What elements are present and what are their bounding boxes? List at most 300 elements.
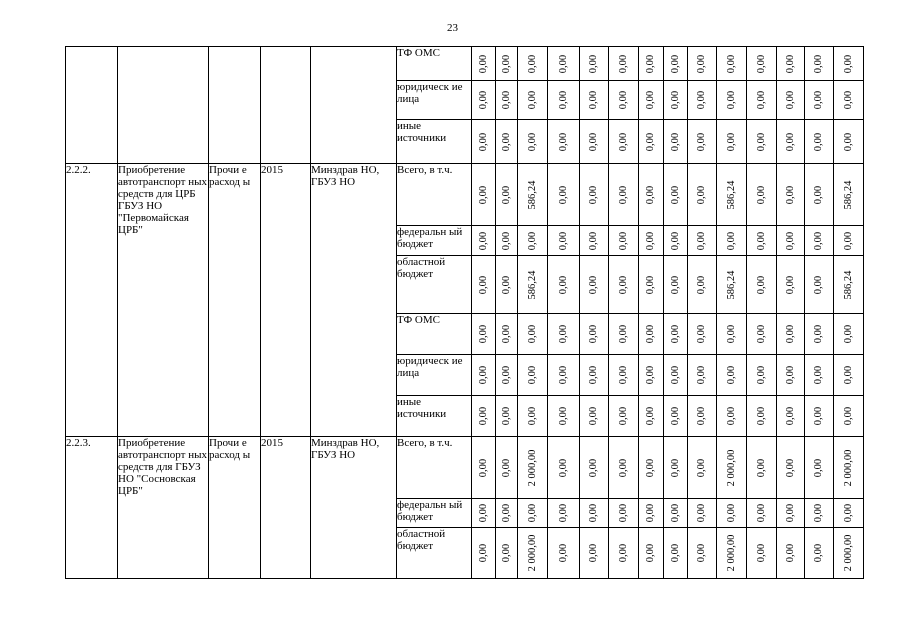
value-text: 0,00 xyxy=(500,185,512,204)
value-cell xyxy=(717,120,747,164)
value-text: 0,00 xyxy=(725,231,737,250)
value-text: 586,24 xyxy=(526,180,538,209)
value-text: 0,00 xyxy=(557,458,569,477)
table-row xyxy=(66,437,864,499)
value-text: 0,00 xyxy=(588,275,599,294)
value-cell xyxy=(777,437,805,499)
value-text: 0,00 xyxy=(557,231,569,250)
value-text: 0,00 xyxy=(696,185,707,204)
value-cell xyxy=(496,164,518,226)
value-cell xyxy=(548,81,580,120)
value-cell xyxy=(548,437,580,499)
value-text: 0,00 xyxy=(813,543,824,563)
source-label: федеральн ый бюджет xyxy=(397,499,472,528)
item-name: Приобретение автотранспорт ных средств для ЦРБ ГБУЗ НО "Первомайская ЦРБ" xyxy=(118,164,209,437)
value-text: 0,00 xyxy=(617,324,629,344)
value-text: 0,00 xyxy=(813,275,824,294)
value-cell xyxy=(747,226,777,256)
value-text: 0,00 xyxy=(588,365,599,385)
value-cell xyxy=(472,256,496,314)
value-text: 0,00 xyxy=(842,54,854,73)
source-label: областной бюджет xyxy=(397,528,472,579)
value-cell xyxy=(834,47,864,81)
value-cell xyxy=(664,437,688,499)
value-text: 0,00 xyxy=(725,54,737,73)
value-text: 0,00 xyxy=(696,90,707,110)
value-text: 0,00 xyxy=(645,90,656,110)
value-text: 0,00 xyxy=(557,503,569,523)
value-cell xyxy=(747,256,777,314)
value-cell xyxy=(747,120,777,164)
value-cell xyxy=(777,396,805,437)
value-cell xyxy=(639,528,664,579)
value-text: 0,00 xyxy=(784,275,796,294)
value-text: 0,00 xyxy=(617,365,629,385)
value-cell xyxy=(805,528,834,579)
value-cell xyxy=(688,226,717,256)
value-text: 0,00 xyxy=(813,54,824,73)
value-text: 0,00 xyxy=(784,406,796,426)
value-text: 0,00 xyxy=(617,54,629,73)
value-text: 0,00 xyxy=(696,365,707,385)
value-text: 0,00 xyxy=(526,324,538,344)
value-cell xyxy=(518,314,548,355)
value-text: 0,00 xyxy=(669,324,681,344)
value-text: 0,00 xyxy=(588,543,599,563)
item-category: Прочи е расход ы xyxy=(209,164,261,437)
value-cell xyxy=(777,528,805,579)
value-cell xyxy=(472,396,496,437)
value-text: 0,00 xyxy=(669,275,681,294)
value-text: 0,00 xyxy=(755,275,767,294)
value-cell xyxy=(717,396,747,437)
value-cell xyxy=(747,355,777,396)
value-text: 0,00 xyxy=(526,365,538,385)
value-cell xyxy=(496,528,518,579)
value-text: 0,00 xyxy=(588,185,599,204)
value-cell xyxy=(472,226,496,256)
value-text: 0,00 xyxy=(696,54,707,73)
value-text: 0,00 xyxy=(645,54,656,73)
value-text: 0,00 xyxy=(588,54,599,73)
value-cell xyxy=(496,355,518,396)
value-cell xyxy=(639,81,664,120)
value-text: 0,00 xyxy=(813,406,824,426)
value-cell xyxy=(496,81,518,120)
value-cell xyxy=(747,499,777,528)
value-cell xyxy=(496,120,518,164)
value-text: 0,00 xyxy=(696,406,707,426)
value-cell xyxy=(639,256,664,314)
value-cell xyxy=(688,120,717,164)
item-year: 2015 xyxy=(261,164,311,437)
source-label: иные источники xyxy=(397,120,472,164)
source-label: Всего, в т.ч. xyxy=(397,164,472,226)
value-text: 0,00 xyxy=(842,132,854,151)
value-cell xyxy=(834,396,864,437)
value-cell xyxy=(688,528,717,579)
value-text: 0,00 xyxy=(784,324,796,344)
value-cell xyxy=(688,47,717,81)
value-cell xyxy=(805,81,834,120)
value-cell xyxy=(777,226,805,256)
value-text: 0,00 xyxy=(588,406,599,426)
value-text: 0,00 xyxy=(669,90,681,110)
table-row xyxy=(66,164,864,226)
value-text: 0,00 xyxy=(477,324,489,344)
value-text: 0,00 xyxy=(784,365,796,385)
source-label: ТФ ОМС xyxy=(397,314,472,355)
value-cell xyxy=(472,120,496,164)
category-cell xyxy=(209,47,261,164)
value-text: 0,00 xyxy=(477,406,489,426)
value-cell xyxy=(609,396,639,437)
value-cell xyxy=(548,528,580,579)
value-text: 0,00 xyxy=(813,324,824,344)
value-cell xyxy=(518,355,548,396)
value-cell xyxy=(548,164,580,226)
value-cell xyxy=(580,499,609,528)
source-label: юридическ ие лица xyxy=(397,81,472,120)
value-text: 0,00 xyxy=(477,231,489,250)
value-text: 0,00 xyxy=(477,90,489,110)
value-text: 0,00 xyxy=(617,406,629,426)
value-cell xyxy=(472,164,496,226)
value-cell xyxy=(664,81,688,120)
value-cell xyxy=(609,120,639,164)
value-cell xyxy=(580,120,609,164)
value-cell xyxy=(472,81,496,120)
value-text: 0,00 xyxy=(557,54,569,73)
item-name: Приобретение автотранспорт ных средств для ГБУЗ НО "Сосновская ЦРБ" xyxy=(118,437,209,579)
value-cell xyxy=(639,396,664,437)
value-text: 0,00 xyxy=(813,90,824,110)
value-cell xyxy=(805,396,834,437)
value-cell xyxy=(496,256,518,314)
value-text: 0,00 xyxy=(755,90,767,110)
value-cell xyxy=(834,355,864,396)
value-text: 0,00 xyxy=(477,132,489,151)
value-cell xyxy=(639,437,664,499)
value-text: 0,00 xyxy=(755,132,767,151)
value-text: 0,00 xyxy=(526,132,538,151)
value-text: 586,24 xyxy=(526,270,538,299)
value-cell xyxy=(805,499,834,528)
value-cell xyxy=(834,164,864,226)
value-text: 0,00 xyxy=(813,458,824,477)
value-cell xyxy=(688,499,717,528)
value-cell xyxy=(688,437,717,499)
value-cell xyxy=(580,164,609,226)
value-text: 0,00 xyxy=(557,365,569,385)
value-text: 0,00 xyxy=(477,503,489,523)
value-cell xyxy=(777,81,805,120)
value-text: 586,24 xyxy=(842,270,854,299)
value-cell xyxy=(834,81,864,120)
value-text: 0,00 xyxy=(645,406,656,426)
value-cell xyxy=(688,164,717,226)
value-text: 0,00 xyxy=(645,231,656,250)
value-text: 0,00 xyxy=(755,365,767,385)
value-text: 0,00 xyxy=(477,185,489,204)
value-cell xyxy=(805,47,834,81)
value-cell xyxy=(664,47,688,81)
value-cell xyxy=(609,164,639,226)
value-cell xyxy=(580,81,609,120)
value-text: 0,00 xyxy=(526,503,538,523)
value-text: 0,00 xyxy=(557,132,569,151)
number-cell xyxy=(66,47,118,164)
value-text: 0,00 xyxy=(645,324,656,344)
value-text: 586,24 xyxy=(725,270,737,299)
source-label: федеральн ый бюджет xyxy=(397,226,472,256)
value-cell xyxy=(548,396,580,437)
value-text: 0,00 xyxy=(526,90,538,110)
value-cell xyxy=(747,314,777,355)
value-text: 0,00 xyxy=(784,543,796,563)
value-cell xyxy=(548,47,580,81)
source-label: Всего, в т.ч. xyxy=(397,437,472,499)
value-cell xyxy=(609,314,639,355)
value-text: 0,00 xyxy=(500,90,512,110)
value-cell xyxy=(834,437,864,499)
value-cell xyxy=(518,120,548,164)
value-cell xyxy=(518,226,548,256)
value-text: 0,00 xyxy=(755,231,767,250)
value-cell xyxy=(639,499,664,528)
value-cell xyxy=(777,164,805,226)
value-cell xyxy=(609,256,639,314)
value-text: 0,00 xyxy=(526,231,538,250)
value-text: 0,00 xyxy=(669,543,681,563)
value-text: 0,00 xyxy=(477,458,489,477)
value-cell xyxy=(518,164,548,226)
value-cell xyxy=(688,81,717,120)
value-text: 0,00 xyxy=(588,132,599,151)
value-text: 0,00 xyxy=(842,324,854,344)
value-text: 0,00 xyxy=(557,275,569,294)
value-text: 0,00 xyxy=(784,231,796,250)
value-text: 0,00 xyxy=(477,365,489,385)
value-cell xyxy=(548,314,580,355)
value-cell xyxy=(747,396,777,437)
value-cell xyxy=(747,528,777,579)
value-text: 0,00 xyxy=(477,543,489,563)
value-text: 0,00 xyxy=(696,275,707,294)
item-executor: Минздрав НО, ГБУЗ НО xyxy=(311,437,397,579)
value-text: 0,00 xyxy=(725,406,737,426)
value-text: 0,00 xyxy=(784,54,796,73)
page-number: 23 xyxy=(447,22,458,34)
value-text: 0,00 xyxy=(669,185,681,204)
value-cell xyxy=(518,256,548,314)
value-text: 586,24 xyxy=(842,180,854,209)
item-number: 2.2.3. xyxy=(66,437,118,579)
value-cell xyxy=(609,47,639,81)
value-text: 0,00 xyxy=(477,275,489,294)
value-cell xyxy=(747,81,777,120)
value-cell xyxy=(496,396,518,437)
value-text: 0,00 xyxy=(617,231,629,250)
value-text: 0,00 xyxy=(500,132,512,151)
value-cell xyxy=(664,120,688,164)
value-text: 0,00 xyxy=(669,458,681,477)
value-text: 0,00 xyxy=(755,543,767,563)
value-cell xyxy=(518,528,548,579)
value-cell xyxy=(548,120,580,164)
value-text: 0,00 xyxy=(696,458,707,477)
source-label: юридическ ие лица xyxy=(397,355,472,396)
value-cell xyxy=(777,499,805,528)
value-cell xyxy=(717,314,747,355)
value-cell xyxy=(805,256,834,314)
value-cell xyxy=(518,396,548,437)
value-text: 0,00 xyxy=(725,365,737,385)
value-text: 0,00 xyxy=(500,365,512,385)
value-cell xyxy=(609,81,639,120)
value-text: 0,00 xyxy=(696,231,707,250)
value-text: 0,00 xyxy=(842,231,854,250)
value-cell xyxy=(717,81,747,120)
executor-cell xyxy=(311,47,397,164)
value-text: 0,00 xyxy=(477,54,489,73)
value-cell xyxy=(747,47,777,81)
value-cell xyxy=(664,499,688,528)
value-cell xyxy=(717,355,747,396)
value-cell xyxy=(472,47,496,81)
value-cell xyxy=(688,355,717,396)
value-cell xyxy=(688,396,717,437)
value-cell xyxy=(805,120,834,164)
value-text: 586,24 xyxy=(725,180,737,209)
value-text: 0,00 xyxy=(813,231,824,250)
value-text: 0,00 xyxy=(557,185,569,204)
value-cell xyxy=(580,437,609,499)
value-text: 0,00 xyxy=(784,503,796,523)
value-text: 2 000,00 xyxy=(842,449,854,486)
value-cell xyxy=(777,256,805,314)
value-text: 0,00 xyxy=(500,458,512,477)
item-number: 2.2.2. xyxy=(66,164,118,437)
value-cell xyxy=(834,256,864,314)
value-text: 0,00 xyxy=(725,90,737,110)
value-text: 0,00 xyxy=(842,365,854,385)
value-text: 0,00 xyxy=(669,406,681,426)
value-text: 2 000,00 xyxy=(725,534,737,572)
value-cell xyxy=(518,47,548,81)
value-text: 0,00 xyxy=(645,365,656,385)
value-text: 0,00 xyxy=(842,503,854,523)
name-cell xyxy=(118,47,209,164)
value-cell xyxy=(805,164,834,226)
value-cell xyxy=(664,164,688,226)
value-cell xyxy=(717,164,747,226)
value-cell xyxy=(805,355,834,396)
value-text: 0,00 xyxy=(617,275,629,294)
value-text: 0,00 xyxy=(755,458,767,477)
value-cell xyxy=(472,355,496,396)
value-cell xyxy=(639,47,664,81)
value-text: 0,00 xyxy=(755,406,767,426)
value-text: 0,00 xyxy=(500,503,512,523)
value-text: 0,00 xyxy=(669,54,681,73)
value-text: 0,00 xyxy=(557,543,569,563)
value-text: 0,00 xyxy=(755,185,767,204)
value-text: 0,00 xyxy=(500,324,512,344)
value-text: 0,00 xyxy=(617,458,629,477)
value-cell xyxy=(518,437,548,499)
value-text: 0,00 xyxy=(669,231,681,250)
value-text: 0,00 xyxy=(500,54,512,73)
value-cell xyxy=(496,314,518,355)
value-cell xyxy=(496,499,518,528)
value-cell xyxy=(717,528,747,579)
value-text: 0,00 xyxy=(755,54,767,73)
value-text: 0,00 xyxy=(557,90,569,110)
value-text: 0,00 xyxy=(526,54,538,73)
value-cell xyxy=(639,164,664,226)
value-text: 0,00 xyxy=(669,365,681,385)
value-text: 0,00 xyxy=(669,132,681,151)
value-cell xyxy=(580,256,609,314)
value-text: 0,00 xyxy=(755,324,767,344)
item-year: 2015 xyxy=(261,437,311,579)
value-text: 0,00 xyxy=(784,132,796,151)
value-cell xyxy=(472,437,496,499)
value-text: 0,00 xyxy=(813,365,824,385)
value-cell xyxy=(639,314,664,355)
value-cell xyxy=(580,355,609,396)
value-cell xyxy=(609,226,639,256)
value-text: 0,00 xyxy=(725,132,737,151)
value-text: 0,00 xyxy=(500,275,512,294)
value-cell xyxy=(472,528,496,579)
value-cell xyxy=(548,226,580,256)
value-cell xyxy=(518,81,548,120)
value-text: 0,00 xyxy=(617,543,629,563)
value-text: 0,00 xyxy=(725,324,737,344)
value-cell xyxy=(664,226,688,256)
value-cell xyxy=(747,437,777,499)
value-text: 0,00 xyxy=(500,231,512,250)
value-cell xyxy=(777,314,805,355)
value-cell xyxy=(609,437,639,499)
value-cell xyxy=(717,256,747,314)
source-label: ТФ ОМС xyxy=(397,47,472,81)
value-text: 0,00 xyxy=(617,185,629,204)
value-cell xyxy=(518,499,548,528)
value-text: 0,00 xyxy=(669,503,681,523)
year-cell xyxy=(261,47,311,164)
item-executor: Минздрав НО, ГБУЗ НО xyxy=(311,164,397,437)
value-cell xyxy=(664,314,688,355)
value-text: 0,00 xyxy=(526,406,538,426)
value-cell xyxy=(664,528,688,579)
value-text: 0,00 xyxy=(725,503,737,523)
value-cell xyxy=(580,528,609,579)
value-text: 0,00 xyxy=(588,503,599,523)
value-text: 2 000,00 xyxy=(842,534,854,572)
value-cell xyxy=(805,314,834,355)
value-text: 0,00 xyxy=(813,503,824,523)
value-cell xyxy=(496,47,518,81)
value-text: 0,00 xyxy=(588,458,599,477)
value-cell xyxy=(609,355,639,396)
value-cell xyxy=(664,355,688,396)
value-text: 0,00 xyxy=(500,406,512,426)
value-cell xyxy=(834,120,864,164)
value-cell xyxy=(639,226,664,256)
